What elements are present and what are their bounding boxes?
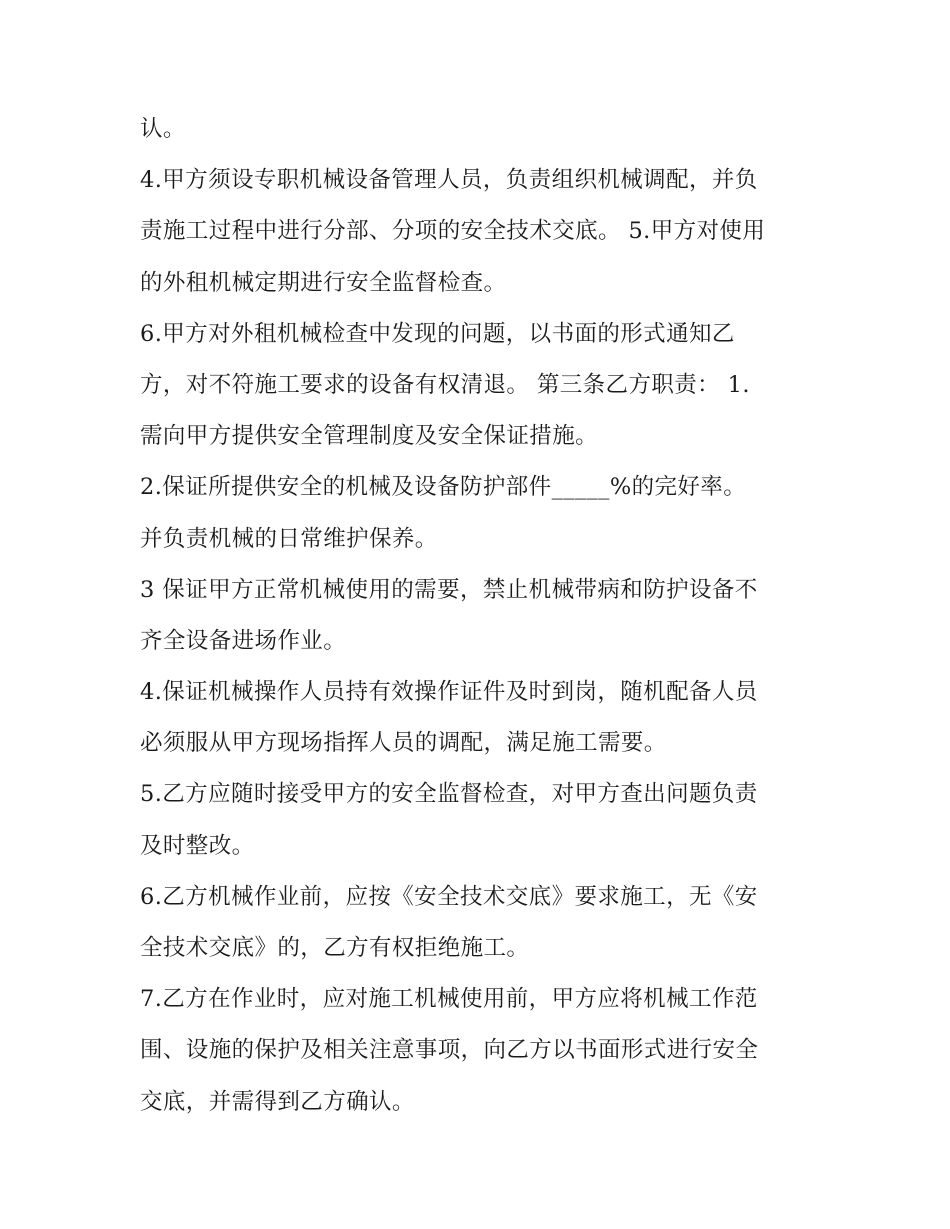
text-line-2: 4.甲方须设专职机械设备管理人员，负责组织机械调配，并负: [140, 167, 758, 194]
text-line-14: 5.乙方应随时接受甲方的安全监督检查，对甲方查出问题负责: [140, 781, 758, 808]
text-line-7: 需向甲方提供安全管理制度及安全保证措施。: [140, 423, 599, 450]
text-line-4: 的外租机械定期进行安全监督检查。: [140, 269, 507, 296]
text-line-9: 并负责机械的日常维护保养。: [140, 525, 438, 552]
text-line-13: 必须服从甲方现场指挥人员的调配，满足施工需要。: [140, 730, 667, 757]
text-line-3: 责施工过程中进行分部、分项的安全技术交底。 5.甲方对使用: [140, 218, 766, 245]
text-line-11: 齐全设备进场作业。: [140, 627, 347, 654]
document-body: [140, 104, 820, 1128]
text-line-19: 围、设施的保护及相关注意事项，向乙方以书面形式进行安全: [140, 1037, 759, 1064]
text-line-16: 6.乙方机械作业前，应按《安全技术交底》要求施工，无《安: [140, 883, 758, 910]
text-line-10: 3 保证甲方正常机械使用的需要，禁止机械带病和防护设备不: [140, 576, 758, 603]
text-line-5: 6.甲方对外租机械检查中发现的问题，以书面的形式通知乙: [140, 320, 735, 347]
text-line-6: 方，对不符施工要求的设备有权清退。 第三条乙方职责： 1.: [140, 371, 750, 398]
text-line-15: 及时整改。: [140, 832, 255, 859]
text-line-17: 全技术交底》的，乙方有权拒绝施工。: [140, 935, 530, 961]
text-line-20: 交底，并需得到乙方确认。: [140, 1088, 415, 1115]
text-line-18: 7.乙方在作业时，应对施工机械使用前，甲方应将机械工作范: [140, 986, 758, 1013]
text-line-12: 4.保证机械操作人员持有效操作证件及时到岗，随机配备人员: [140, 679, 758, 706]
text-line-1: 认。: [140, 116, 186, 142]
text-line-8: 2.保证所提供安全的机械及设备防护部件_____%的完好率。: [140, 474, 747, 501]
